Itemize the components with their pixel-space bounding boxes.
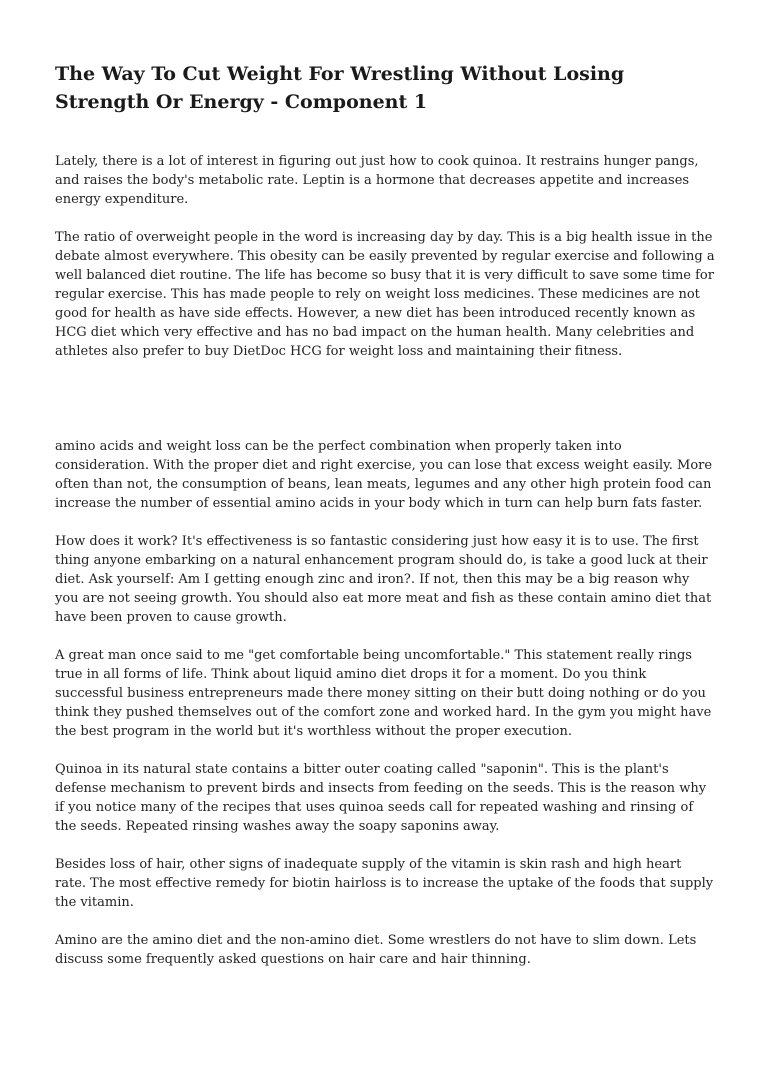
paragraph-biotin-hairloss: Besides loss of hair, other signs of inadequate supply of the vitamin is skin rash and high heart rate. The most effective remedy for biotin hairloss is to increase the uptake of the foods that supply the vitamin. [55,857,714,910]
paragraph-overweight: The ratio of overweight people in the word is increasing day by day. This is a big health issue in the debate almost everywhere. This obesity can be easily prevented by regular exercise and following a well balanced diet routine. The life has become so busy that it is very difficult to save some time for regular exercise. This has made people to rely on weight loss medicines. These medicines are not good for health as have side effects. However, a new diet has been introduced recently known as HCG diet which very effective and has no bad impact on the human health. Many celebrities and athletes also prefer to buy DietDoc HCG for weight loss and maintaining their fitness. [55,230,715,359]
paragraph-amino-weight-loss: amino acids and weight loss can be the perfect combination when properly taken into consideration. With the proper diet and right exercise, you can lose that excess weight easily. More often than not, the consumption of beans, lean meats, legumes and any other high protein food can increase the number of essential amino acids in your body which in turn can help burn fats faster. [55,439,713,511]
paragraph-amino-diet-types: Amino are the amino diet and the non-amino diet. Some wrestlers do not have to slim down. Lets discuss some frequently asked questions on hair care and hair thinning. [55,933,697,967]
paragraph-how-does-it-work: How does it work? It's effectiveness is so fantastic considering just how easy it is to use. The first thing anyone embarking on a natural enhancement program should do, is take a good luck at their diet. Ask yourself: Am I getting enough zinc and iron?. If not, then this may be a big reason why you are not seeing growth. You should also eat more meat and fish as these contain amino diet that have been proven to cause growth. [55,534,712,625]
paragraph-quinoa-saponin: Quinoa in its natural state contains a bitter outer coating called "saponin". This is the plant's defense mechanism to prevent birds and insects from feeding on the seeds. This is the reason why if you notice many of the recipes that uses quinoa seeds call for repeated washing and rinsing of the seeds. Repeated rinsing washes away the soapy saponins away. [55,762,707,834]
paragraph-great-man-quote: A great man once said to me "get comfortable being uncomfortable." This statement really rings true in all forms of life. Think about liquid amino diet drops it for a moment. Do you think successful business entrepreneurs made there money sitting on their butt doing nothing or do you think they pushed themselves out of the comfort zone and worked hard. In the gym you might have the best program in the world but it's worthless without the proper execution. [55,648,712,739]
paragraph-quinoa-intro: Lately, there is a lot of interest in figuring out just how to cook quinoa. It restrains hunger pangs, and raises the body's metabolic rate. Leptin is a hormone that decreases appetite and increases energy expenditure. [55,154,699,207]
document-page [55,60,715,988]
blank-spacer [55,380,715,437]
document-title: The Way To Cut Weight For Wrestling Without Losing Strength Or Energy - Component 1 [55,63,625,113]
